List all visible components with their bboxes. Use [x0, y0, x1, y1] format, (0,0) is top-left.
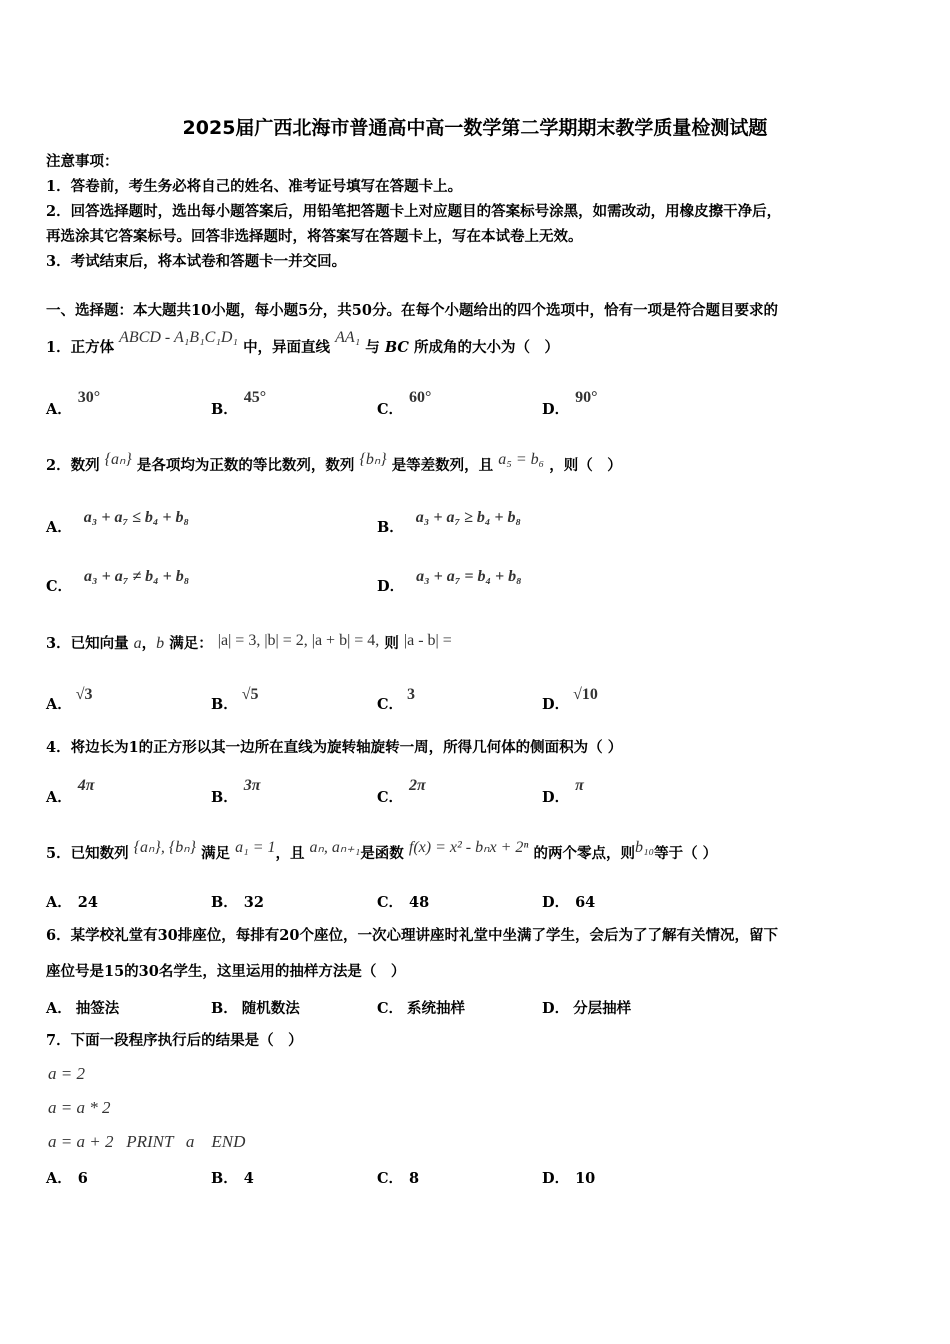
q3-sep: ，: [141, 635, 157, 652]
q4-option-d: D．π: [542, 777, 584, 806]
q5-suffix: 等于（ ）: [654, 845, 718, 862]
q6-option-a: A． 抽签法: [46, 1000, 120, 1017]
question-3: [46, 634, 452, 654]
q5-mid: 满足: [201, 845, 231, 862]
q5-mid2: ，且: [275, 845, 305, 862]
q1-option-b: B．45°: [211, 389, 267, 418]
section-heading: 一、选择题：本大题共10小题，每小题5分，共50分。在每个小题给出的四个选项中，恰有一项是符合题目要求的: [46, 302, 778, 319]
q2-condition: a₅ = b₆: [498, 451, 545, 468]
q1-bc: BC: [384, 339, 409, 356]
q2-option-d: D．a₃ + a₇ = b₄ + b₈: [377, 568, 522, 595]
notice-item: 再选涂其它答案标号。回答非选择题时，将答案写在答题卡上，写在本试卷上无效。: [46, 228, 583, 245]
q3-then: 则: [384, 635, 399, 652]
q3-prefix: 3．已知向量: [46, 635, 129, 652]
q2-prefix: 2．数列: [46, 457, 100, 474]
q2-option-a: A．a₃ + a₇ ≤ b₄ + b₈: [46, 509, 190, 536]
q5-option-c: C． 48: [377, 894, 430, 911]
q1-suffix: 所成角的大小为（ ）: [414, 339, 559, 356]
question-2: [46, 451, 622, 476]
q5-option-a: A． 24: [46, 894, 98, 911]
q4-option-c: C．2π: [377, 777, 426, 806]
q2-mid: 是各项均为正数的等比数列，数列: [136, 457, 355, 474]
q2-seq-a: {aₙ}: [104, 451, 132, 468]
notice-item: 2．回答选择题时，选出每小题答案后，用铅笔把答题卡上对应题目的答案标号涂黑，如需改动，用橡皮擦干净后，: [46, 203, 782, 220]
q1-option-d: D．90°: [542, 389, 598, 418]
question-7: 7．下面一段程序执行后的结果是（ ）: [46, 1032, 303, 1049]
question-4: 4．将边长为1的正方形以其一边所在直线为旋转轴旋转一周，所得几何体的侧面积为（ ）: [46, 739, 623, 756]
q4-option-b: B．3π: [211, 777, 261, 806]
q5-condition: a₁ = 1: [235, 839, 276, 856]
q5-option-d: D． 64: [542, 894, 596, 911]
question-6-line2: 座位号是15的30名学生，这里运用的抽样方法是（ ）: [46, 963, 406, 980]
q3-vector-b: b: [156, 635, 165, 652]
q1-expr-line: AA₁: [335, 329, 361, 346]
q2-suffix: ，则（ ）: [549, 457, 622, 474]
q3-condition: |a| = 3, |b| = 2, |a + b| = 4,: [217, 632, 380, 649]
page-title: 2025届广西北海市普通高中高一数学第二学期期末教学质量检测试题: [182, 117, 768, 139]
q6-option-d: D． 分层抽样: [542, 1000, 632, 1017]
q3-mid: 满足：: [169, 635, 213, 652]
q1-prefix: 1．正方体: [46, 339, 115, 356]
q3-option-b: B．√5: [211, 686, 259, 713]
q1-mid: 中，异面直线: [243, 339, 331, 356]
q1-option-c: C．60°: [377, 389, 432, 418]
q5-function: f(x) = x² - bₙx + 2ⁿ: [408, 839, 529, 856]
q5-mid3: 是函数: [360, 845, 404, 862]
q3-ask: |a - b| =: [403, 632, 452, 649]
q3-option-a: A．√3: [46, 686, 93, 713]
q6-option-b: B． 随机数法: [211, 1000, 300, 1017]
q2-option-b: B．a₃ + a₇ ≥ b₄ + b₈: [377, 509, 522, 536]
q2-mid2: 是等差数列，且: [391, 457, 494, 474]
notice-item: 3．考试结束后，将本试卷和答题卡一并交回。: [46, 253, 347, 270]
q7-code-line: a = a * 2: [48, 1098, 111, 1117]
q2-option-c: C．a₃ + a₇ ≠ b₄ + b₈: [46, 568, 190, 595]
q7-option-b: B． 4: [211, 1170, 254, 1187]
q7-code-line: a = a + 2 PRINT a END: [48, 1132, 246, 1151]
question-5: [46, 839, 718, 864]
q1-mid2: 与: [365, 339, 380, 356]
q6-option-c: C． 系统抽样: [377, 1000, 466, 1017]
q7-option-a: A． 6: [46, 1170, 88, 1187]
q5-mid4: 的两个零点，则: [533, 845, 635, 862]
question-6-line1: 6．某学校礼堂有30排座位，每排有20个座位，一次心理讲座时礼堂中坐满了学生，会后为了了解有关情况，留下: [46, 927, 778, 944]
q5-option-b: B． 32: [211, 894, 264, 911]
q1-expr-cube: ABCD - A₁B₁C₁D₁: [119, 329, 238, 346]
q3-option-d: D．√10: [542, 686, 598, 713]
q3-vector-a: a: [133, 635, 142, 652]
question-1: [46, 329, 559, 358]
q7-code-line: a = 2: [48, 1064, 85, 1083]
q7-option-d: D． 10: [542, 1170, 596, 1187]
q3-option-c: C．3: [377, 686, 416, 713]
notice-heading: 注意事项：: [46, 153, 119, 170]
q5-roots: aₙ, aₙ₊₁: [309, 839, 361, 856]
q2-seq-b: {bₙ}: [359, 451, 387, 468]
q5-b10: b₁₀: [634, 839, 655, 856]
q1-option-a: A．30°: [46, 389, 101, 418]
notice-item: 1．答卷前，考生务必将自己的姓名、准考证号填写在答题卡上。: [46, 178, 463, 195]
q5-seqs: {aₙ}, {bₙ}: [133, 839, 196, 856]
q5-prefix: 5．已知数列: [46, 845, 129, 862]
q7-option-c: C． 8: [377, 1170, 420, 1187]
q4-option-a: A．4π: [46, 777, 95, 806]
